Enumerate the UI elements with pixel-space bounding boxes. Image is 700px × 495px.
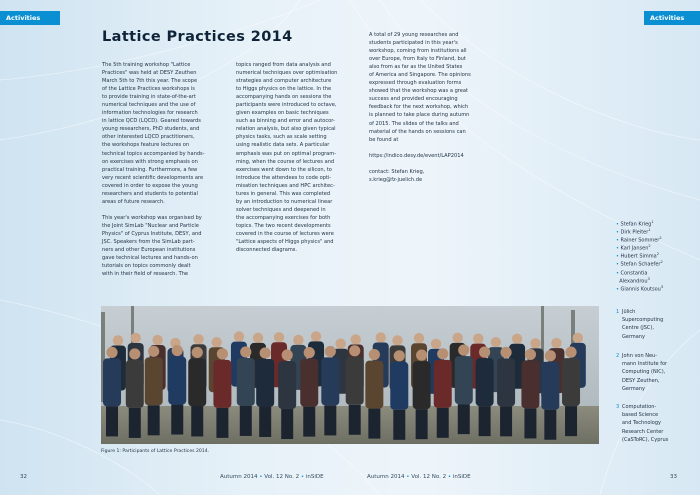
affiliation-line: Supercomputing xyxy=(622,317,664,324)
text-line: numerical techniques and the use of xyxy=(102,102,196,109)
footer-issue: Autumn 2014 xyxy=(220,474,258,480)
group-photo xyxy=(101,306,599,444)
person-head xyxy=(551,338,561,348)
paragraph-gap xyxy=(369,160,471,168)
author-name: Dirk Pleiter xyxy=(620,229,649,236)
person-head xyxy=(234,331,244,341)
person-legs xyxy=(106,406,118,436)
author-affiliation-mark: 2 xyxy=(659,236,662,241)
footer-magazine: inSiDE xyxy=(452,474,471,480)
author-affiliation-mark: 1 xyxy=(651,220,654,224)
text-line: misation techniques and HPC architec- xyxy=(236,182,335,189)
person-legs xyxy=(324,405,336,435)
person-body xyxy=(413,361,431,409)
affiliation-line: DESY Zeuthen, xyxy=(622,377,660,384)
text-line: with in their field of research. The xyxy=(102,271,189,278)
bullet-icon: • xyxy=(616,221,621,228)
figure-caption: Figure 1: Participants of Lattice Practices 2014. xyxy=(101,449,210,454)
person-body xyxy=(237,358,255,406)
affiliation-mark: 2 xyxy=(616,353,620,359)
person-head xyxy=(458,345,469,356)
person-head xyxy=(394,350,405,361)
affiliation xyxy=(616,352,667,393)
bullet-icon: • xyxy=(616,237,621,244)
text-line: students participated in this year's xyxy=(369,40,458,47)
article-column-2 xyxy=(236,61,337,254)
person-body xyxy=(300,359,318,407)
text-line: other interested LQCD practitioners, xyxy=(102,134,195,141)
person-head xyxy=(212,337,222,347)
text-line: gave technical lectures and hands-on xyxy=(102,255,198,262)
text-line: contact: Stefan Krieg, xyxy=(369,168,425,175)
person-head xyxy=(491,337,501,347)
person-legs xyxy=(129,408,141,438)
person-body xyxy=(145,357,163,405)
person-head xyxy=(431,339,441,349)
text-line: practical training. Furthermore, a few xyxy=(102,166,198,173)
person-head xyxy=(172,345,183,356)
affiliation-line: Jülich xyxy=(622,309,636,315)
text-line: showed that the workshop was a great xyxy=(369,88,469,95)
author-affiliation-mark: 2 xyxy=(660,260,663,265)
person-body xyxy=(541,362,559,410)
text-line: participants were introduced to octave, xyxy=(236,102,337,109)
person-head xyxy=(193,334,203,344)
article-title: Lattice Practices 2014 xyxy=(102,29,293,45)
text-line: on exercises with strong emphasis on xyxy=(102,158,198,165)
footer-separator: • xyxy=(406,474,410,480)
text-line: success and provided encouraging xyxy=(369,96,458,103)
person-legs xyxy=(416,409,428,439)
text-line: covered in the course of lectures were xyxy=(236,230,334,237)
affiliation-line: Computation- xyxy=(622,404,657,410)
person-legs xyxy=(349,405,361,435)
affiliation-line: Computing (NIC), xyxy=(622,369,666,376)
author-item xyxy=(616,275,663,283)
author-affiliation-mark: 2 xyxy=(648,244,651,249)
person-body xyxy=(365,361,383,409)
footer-separator: • xyxy=(447,474,452,480)
person-head xyxy=(473,333,483,343)
article-column-3 xyxy=(369,31,471,184)
text-line: feedback for the next workshop, which xyxy=(369,104,469,111)
person-head xyxy=(129,348,140,359)
text-line: by an introduction to numerical linear xyxy=(236,198,333,205)
paragraph-gap xyxy=(369,144,471,152)
bullet-icon: • xyxy=(616,254,621,261)
person-body xyxy=(278,361,296,409)
affiliation-line: and Technology xyxy=(622,420,662,427)
person-head xyxy=(253,333,263,343)
footer-left xyxy=(220,474,324,480)
footer-volume: Vol. 12 No. 2 xyxy=(264,474,300,480)
footer-issue: Autumn 2014 xyxy=(367,474,405,480)
text-line: relation analysis, but also given typical xyxy=(236,126,336,133)
author-item xyxy=(616,226,663,234)
person-head xyxy=(525,349,536,360)
text-line: "Lattice aspects of Higgs physics" and xyxy=(236,239,334,246)
text-line: topics. The two recent developments xyxy=(236,222,331,229)
author-name: Stefan Schaefer xyxy=(620,262,661,269)
person-legs xyxy=(437,408,449,438)
person-head xyxy=(349,345,360,356)
affiliation-line: John von Neu- xyxy=(622,353,658,359)
person-head xyxy=(351,334,361,344)
text-line: disconnected diagrams. xyxy=(236,247,298,254)
text-line: also from as far as the United States xyxy=(369,64,463,71)
bullet-icon: • xyxy=(616,229,621,236)
text-line: solver techniques and deepened in xyxy=(236,206,326,213)
affiliation-line: Germany xyxy=(622,333,645,340)
author-name: Karl Jansen xyxy=(620,245,649,252)
person-head xyxy=(437,348,448,359)
person-body xyxy=(346,357,364,405)
person-head xyxy=(282,349,293,360)
person-body xyxy=(126,360,144,408)
footer-separator: • xyxy=(300,474,305,480)
person-head xyxy=(500,347,511,358)
author-name: Constantia xyxy=(620,270,648,277)
text-line: in lattice QCD (LQCD). Geared towards xyxy=(102,118,201,125)
footer-volume: Vol. 12 No. 2 xyxy=(411,474,447,480)
person-head xyxy=(260,347,271,358)
affiliation-line: based Science xyxy=(622,412,659,419)
text-line: information technologies for research xyxy=(102,110,198,117)
person-head xyxy=(369,349,380,360)
author-item xyxy=(616,218,663,226)
person-head xyxy=(512,334,522,344)
person-body xyxy=(455,356,473,404)
text-line: be found at xyxy=(369,136,399,143)
person-body xyxy=(521,360,539,408)
affiliation-line: Germany xyxy=(622,385,645,392)
person-head xyxy=(573,333,583,343)
text-line: of 2015. The slides of the talks and xyxy=(369,120,459,127)
text-line: tutorials on topics commonly dealt xyxy=(102,263,191,270)
text-line: researchers and students to potential xyxy=(102,190,198,197)
person-head xyxy=(130,333,140,343)
person-legs xyxy=(524,408,536,438)
person-body xyxy=(213,360,231,408)
person-legs xyxy=(458,404,470,434)
person-head xyxy=(274,332,284,342)
article-column-1 xyxy=(102,61,205,278)
person-body xyxy=(434,360,452,408)
text-line: s.krieg@fz-juelich.de xyxy=(369,176,423,183)
text-line: Practices" was held at DESY Zeuthen xyxy=(102,70,197,77)
person-body xyxy=(103,358,121,406)
person-head xyxy=(240,346,251,357)
author-affiliation-mark: 3 xyxy=(660,284,664,289)
text-line: workshop, coming from institutions all xyxy=(369,48,467,55)
text-line: emphasis was put on optimal program- xyxy=(236,150,337,157)
affiliation xyxy=(616,403,668,444)
person-head xyxy=(392,335,402,345)
person-legs xyxy=(191,406,203,436)
person-head xyxy=(325,346,336,357)
author-list xyxy=(616,218,663,291)
person-legs xyxy=(148,405,160,435)
person-head xyxy=(304,347,315,358)
author-affiliation-mark: 1 xyxy=(648,228,651,233)
affiliation-line: Research Center xyxy=(622,428,664,435)
person-head xyxy=(452,333,462,343)
person-head xyxy=(217,348,228,359)
affiliation-line: (CaSToRC), Cyprus xyxy=(622,436,669,443)
page-number-left: 32 xyxy=(20,474,27,480)
person-head xyxy=(311,331,321,341)
affiliation-line: mann Institute for xyxy=(622,361,668,368)
footer-right xyxy=(367,474,471,480)
person-body xyxy=(562,358,580,406)
person-head xyxy=(192,347,203,358)
bullet-icon: • xyxy=(616,270,621,277)
text-line: JSC. Speakers from the SimLab part- xyxy=(102,239,195,246)
text-line: introduce the attendees to code opti- xyxy=(236,174,332,181)
text-line: strategies and computer architecture xyxy=(236,78,332,85)
person-legs xyxy=(500,406,512,436)
page-number-right: 33 xyxy=(670,474,677,480)
person-legs xyxy=(240,406,252,436)
person-body xyxy=(168,357,186,405)
person-head xyxy=(530,338,540,348)
author-item xyxy=(616,258,663,269)
person-legs xyxy=(259,407,271,437)
text-line: The 5th training workshop "Lattice xyxy=(102,62,191,68)
affiliation xyxy=(616,308,663,341)
person-head xyxy=(152,335,162,345)
text-line: using realistic data sets. A particular xyxy=(236,142,330,149)
bullet-icon: • xyxy=(616,245,621,252)
person-body xyxy=(497,358,515,406)
person-head xyxy=(376,332,386,342)
author-name: Hubert Simma xyxy=(620,254,657,261)
text-line: exercises went down to the silicon, to xyxy=(236,166,332,173)
person-head xyxy=(293,335,303,345)
text-line: This year's workshop was organised by xyxy=(102,214,202,221)
text-line: the Joint SimLab "Nuclear and Particle xyxy=(102,222,199,229)
text-line: areas of future research. xyxy=(102,198,165,205)
author-item xyxy=(616,250,663,261)
text-line: expressed through evaluation forms xyxy=(369,80,462,87)
text-line: ming, when the course of lectures and xyxy=(236,158,335,165)
person-head xyxy=(565,347,576,358)
text-line: topics ranged from data analysis and xyxy=(236,62,331,68)
text-line: of America and Singapore. The opinions xyxy=(369,72,471,79)
text-line: of the Lattice Practices workshops is xyxy=(102,86,195,93)
bullet-icon: • xyxy=(616,262,621,269)
person-body xyxy=(321,357,339,405)
person-body xyxy=(256,359,274,407)
person-head xyxy=(106,347,117,358)
person-legs xyxy=(544,410,556,440)
affiliation-mark: 1 xyxy=(616,309,620,315)
text-line: such as binning and error and autocor- xyxy=(236,118,335,125)
person-head xyxy=(148,346,159,357)
author-name: Stefan Krieg xyxy=(620,221,652,228)
text-line: given examples on basic techniques xyxy=(236,110,329,117)
text-line: technical topics accompanied by hands- xyxy=(102,150,205,157)
text-line: covered in order to expose the young xyxy=(102,182,198,189)
person-body xyxy=(476,358,494,406)
text-line: the accompanying exercises for both xyxy=(236,214,331,221)
text-line: the workshops feature lectures on xyxy=(102,142,190,149)
bullet-icon: • xyxy=(616,286,621,293)
text-line: ners and other European institutions xyxy=(102,247,196,254)
text-line: to Higgs physics on the lattice. In the xyxy=(236,86,332,93)
text-line: March 5th to 7th this year. The scope xyxy=(102,78,198,85)
text-line: very recent scientific developments are xyxy=(102,174,204,181)
person-head xyxy=(545,350,556,361)
author-item xyxy=(616,283,663,291)
person-legs xyxy=(368,409,380,439)
text-line: material of the hands on sessions can xyxy=(369,128,466,135)
author-name: Giannis Koutsou xyxy=(620,286,661,293)
person-body xyxy=(390,362,408,410)
person-legs xyxy=(281,409,293,439)
author-affiliation-mark: 2 xyxy=(656,252,659,257)
text-line: is planned to take place during autumn xyxy=(369,112,470,119)
text-line: young researchers, PhD students, and xyxy=(102,126,200,133)
text-line: to provide training in state-of-the-art xyxy=(102,94,196,101)
affiliation-mark: 3 xyxy=(616,404,620,410)
text-line: physics tasks, such as scale setting xyxy=(236,134,327,141)
affiliation-line: Centre (JSC), xyxy=(622,325,654,332)
person-legs xyxy=(565,406,577,436)
person-head xyxy=(335,339,345,349)
text-line: Physics" of Cyprus Institute, DESY, and xyxy=(102,230,202,237)
author-affiliation-mark: 3 xyxy=(647,276,650,281)
person-head xyxy=(113,335,123,345)
person-head xyxy=(416,350,427,361)
author-item xyxy=(616,234,663,242)
person-legs xyxy=(393,410,405,440)
paragraph-gap xyxy=(102,206,205,214)
text-line: accompanying hands on sessions the xyxy=(236,94,332,101)
person-legs xyxy=(171,405,183,435)
text-line: https://indico.desy.de/event/LAP2014 xyxy=(369,152,464,159)
footer-separator: • xyxy=(259,474,263,480)
author-name: Rainer Sommer xyxy=(620,237,660,244)
person-legs xyxy=(303,407,315,437)
author-name: Alexandrou xyxy=(619,278,648,285)
text-line: over Europe, from Italy to Finland, but xyxy=(369,56,466,63)
person-head xyxy=(479,347,490,358)
section-tag-right: Activities xyxy=(644,11,700,25)
person-legs xyxy=(479,406,491,436)
section-tag-left: Activities xyxy=(0,11,60,25)
text-line: A total of 29 young researches and xyxy=(369,32,459,38)
person-head xyxy=(414,333,424,343)
text-line: numerical techniques over optimisation xyxy=(236,70,338,77)
person-legs xyxy=(216,408,228,438)
person-body xyxy=(188,358,206,406)
footer-magazine: inSiDE xyxy=(305,474,324,480)
text-line: tures in general. This was completed xyxy=(236,190,331,197)
